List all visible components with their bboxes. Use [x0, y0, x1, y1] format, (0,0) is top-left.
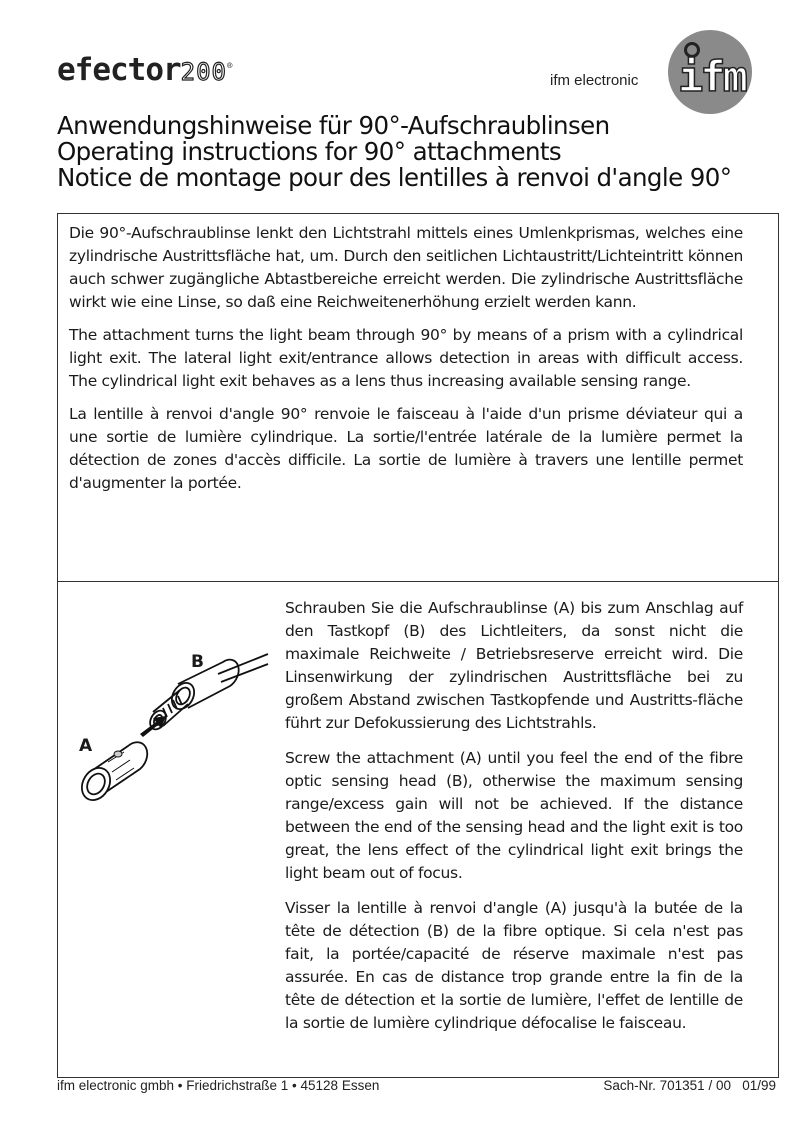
instructions-section [285, 597, 743, 1047]
logo-number: 200 [180, 58, 228, 86]
intro-section [69, 222, 743, 505]
logo-word: efector [57, 52, 181, 88]
title-de: Anwendungshinweise für 90°-Aufschraublinsen [57, 111, 610, 140]
intro-fr: La lentille à renvoi d'angle 90° renvoie le faisceau à l'aide d'un prisme déviateur qui a une sortie de lumière cylindrique. La sortie/l'entrée latérale de la lumière permet la détection de zones d'accès difficile. La sortie de lumière à travers une lentille permet d'augmenter la portée. [69, 405, 743, 492]
section-divider [58, 581, 778, 582]
footer-address: ifm electronic gmbh • Friedrichstraße 1 • 45128 Essen [57, 1078, 380, 1093]
efector-logo [57, 52, 231, 88]
attachment-illustration [68, 604, 278, 808]
label-a: A [79, 736, 93, 756]
content-box [57, 213, 779, 1078]
logo-registered: ® [227, 61, 232, 72]
title-block [57, 113, 731, 191]
instruction-en: Screw the attachment (A) until you feel the end of the fibre optic sensing head (B), otherwise the maximum sensing range/excess gain will not be achieved. If the distance between the end of the sensing head and the light exit is too great, the lens effect of the cylindrical light exit brings the light beam out of focus. [285, 749, 743, 882]
label-b: B [191, 652, 204, 672]
intro-de: Die 90°-Aufschraublinse lenkt den Lichtstrahl mittels eines Umlenkprismas, welches eine zylindrische Austrittsfläche hat, um. Durch den seitlichen Lichtaustritt/Lichteintritt können auch schwer zugängliche Abtastbereiche erreicht werden. Die zylindrische Austrittsfläche wirkt wie eine Linse, so daß eine Reichweitenerhöhung erzielt werden kann. [69, 224, 743, 311]
intro-en: The attachment turns the light beam through 90° by means of a prism with a cylindrical light exit. The lateral light exit/entrance allows detection in areas with difficult access. The cylindrical light exit behaves as a lens thus increasing available sensing range. [69, 326, 743, 390]
ifm-logo [668, 30, 752, 114]
ifm-logo-text: ifm [678, 52, 745, 101]
title-fr: Notice de montage pour des lentilles à renvoi d'angle 90° [57, 163, 732, 192]
title-en: Operating instructions for 90° attachments [57, 137, 562, 166]
footer-doc-number: Sach-Nr. 701351 / 00 01/99 [603, 1078, 776, 1093]
instruction-de: Schrauben Sie die Aufschraublinse (A) bis zum Anschlag auf den Tastkopf (B) des Lichtleiters, da sonst nicht die maximale Reichweite / Betriebsreserve erreicht wird. Die Linsenwirkung der zylindrischen Austrittsfläche bei zu großem Abstand zwischen Tastkopfende und Austritts-fläche führt zur Defokussierung des Lichtstrahls. [285, 599, 743, 732]
instruction-fr: Visser la lentille à renvoi d'angle (A) jusqu'à la butée de la tête de détection (B) de la fibre optique. Si cela n'est pas fait, la portée/capacité de réserve maximale n'est pas assurée. En cas de distance trop grande entre la fin de la tête de détection et la sortie de lumière, l'effet de lentille de la sortie de lumière cylindrique défocalise le faisceau. [285, 899, 743, 1032]
brand-name: ifm electronic [550, 72, 639, 89]
